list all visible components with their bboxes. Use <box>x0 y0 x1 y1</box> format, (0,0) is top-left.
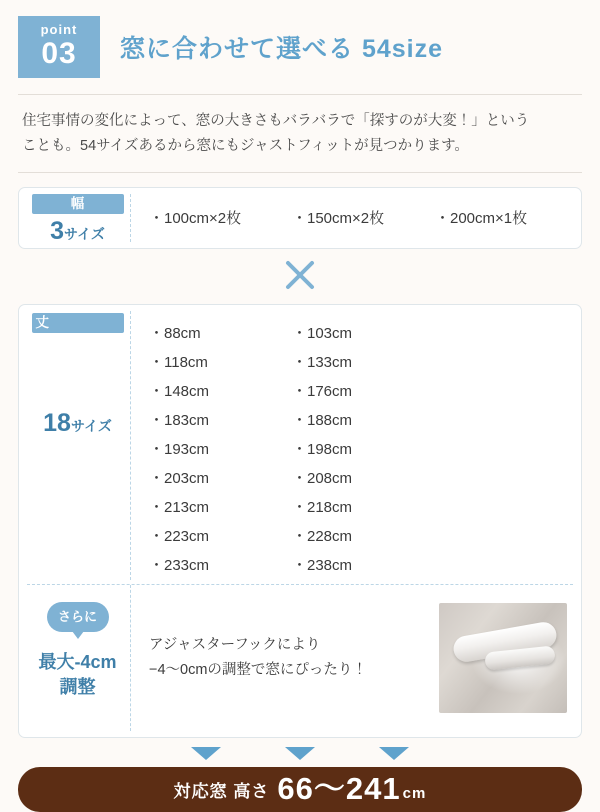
length-label-tab: 丈 <box>32 313 124 333</box>
width-label-column <box>25 194 131 245</box>
banner-range: 66〜241 <box>277 771 401 807</box>
width-value: ・200cm×1枚 <box>435 210 528 228</box>
length-card <box>18 304 582 738</box>
adjuster-row <box>25 585 575 731</box>
arrow-down-icon <box>191 747 221 760</box>
length-value: ・228cm <box>292 527 353 545</box>
length-value: ・213cm <box>149 498 210 516</box>
length-value: ・238cm <box>292 556 353 574</box>
adjuster-label-column <box>25 585 131 731</box>
arrow-down-icon <box>285 747 315 760</box>
lead-line-1: 住宅事情の変化によって、窓の大きさもバラバラで「探すのが大変！」という <box>22 113 530 129</box>
arrow-row <box>18 738 582 767</box>
length-value: ・176cm <box>292 382 353 400</box>
adjuster-amount <box>38 650 116 700</box>
length-value: ・188cm <box>292 411 353 429</box>
length-value: ・148cm <box>149 382 210 400</box>
multiply-separator <box>18 249 582 304</box>
length-value-grid <box>131 311 575 580</box>
length-value: ・183cm <box>149 411 210 429</box>
point-badge <box>18 16 100 78</box>
result-banner <box>18 767 582 812</box>
arrow-down-icon <box>379 747 409 760</box>
x-cross-icon <box>283 258 317 292</box>
length-value: ・133cm <box>292 353 353 371</box>
adjuster-text-line-1: アジャスターフックにより <box>149 637 321 654</box>
width-count-unit: サイズ <box>64 225 105 242</box>
width-value-list <box>131 194 578 242</box>
width-value: ・100cm×2枚 <box>149 210 242 228</box>
section-header <box>18 0 582 95</box>
adjuster-bubble: さらに <box>47 602 109 632</box>
length-value: ・218cm <box>292 498 353 516</box>
length-count-unit: サイズ <box>70 417 112 434</box>
length-label-column <box>25 311 131 580</box>
adjuster-amount-line-2: 調整 <box>59 676 96 697</box>
lead-paragraph <box>18 95 582 173</box>
width-label-tab: 幅 <box>32 194 124 214</box>
adjuster-hook-photo <box>439 603 567 713</box>
length-count <box>43 409 112 438</box>
width-value: ・150cm×2枚 <box>292 210 385 228</box>
adjuster-text-line-2: −4〜0cmの調整で窓にぴったり！ <box>149 661 367 678</box>
page-title: 窓に合わせて選べる 54size <box>120 35 444 63</box>
length-value: ・208cm <box>292 469 353 487</box>
adjuster-body <box>131 585 575 731</box>
banner-unit: cm <box>402 784 427 802</box>
length-value: ・118cm <box>149 353 208 371</box>
length-value: ・88cm <box>149 324 201 342</box>
lead-line-2: ことも。54サイズあるから窓にもジャストフィットが見つかります。 <box>22 138 469 155</box>
length-value: ・198cm <box>292 440 353 458</box>
length-value: ・103cm <box>292 324 353 342</box>
length-top-row <box>25 311 575 580</box>
length-count-number: 18 <box>43 408 71 437</box>
length-value: ・193cm <box>149 440 210 458</box>
width-count-number: 3 <box>50 216 64 245</box>
adjuster-description <box>149 633 439 682</box>
width-count <box>50 217 105 246</box>
width-card <box>18 187 582 249</box>
adjuster-amount-line-1: 最大-4cm <box>38 651 117 672</box>
length-value: ・223cm <box>149 527 210 545</box>
length-value: ・203cm <box>149 469 210 487</box>
point-number: 03 <box>41 37 77 70</box>
length-value: ・233cm <box>149 556 210 574</box>
point-word: point <box>40 22 78 37</box>
banner-label: 対応窓 高さ <box>173 781 270 801</box>
